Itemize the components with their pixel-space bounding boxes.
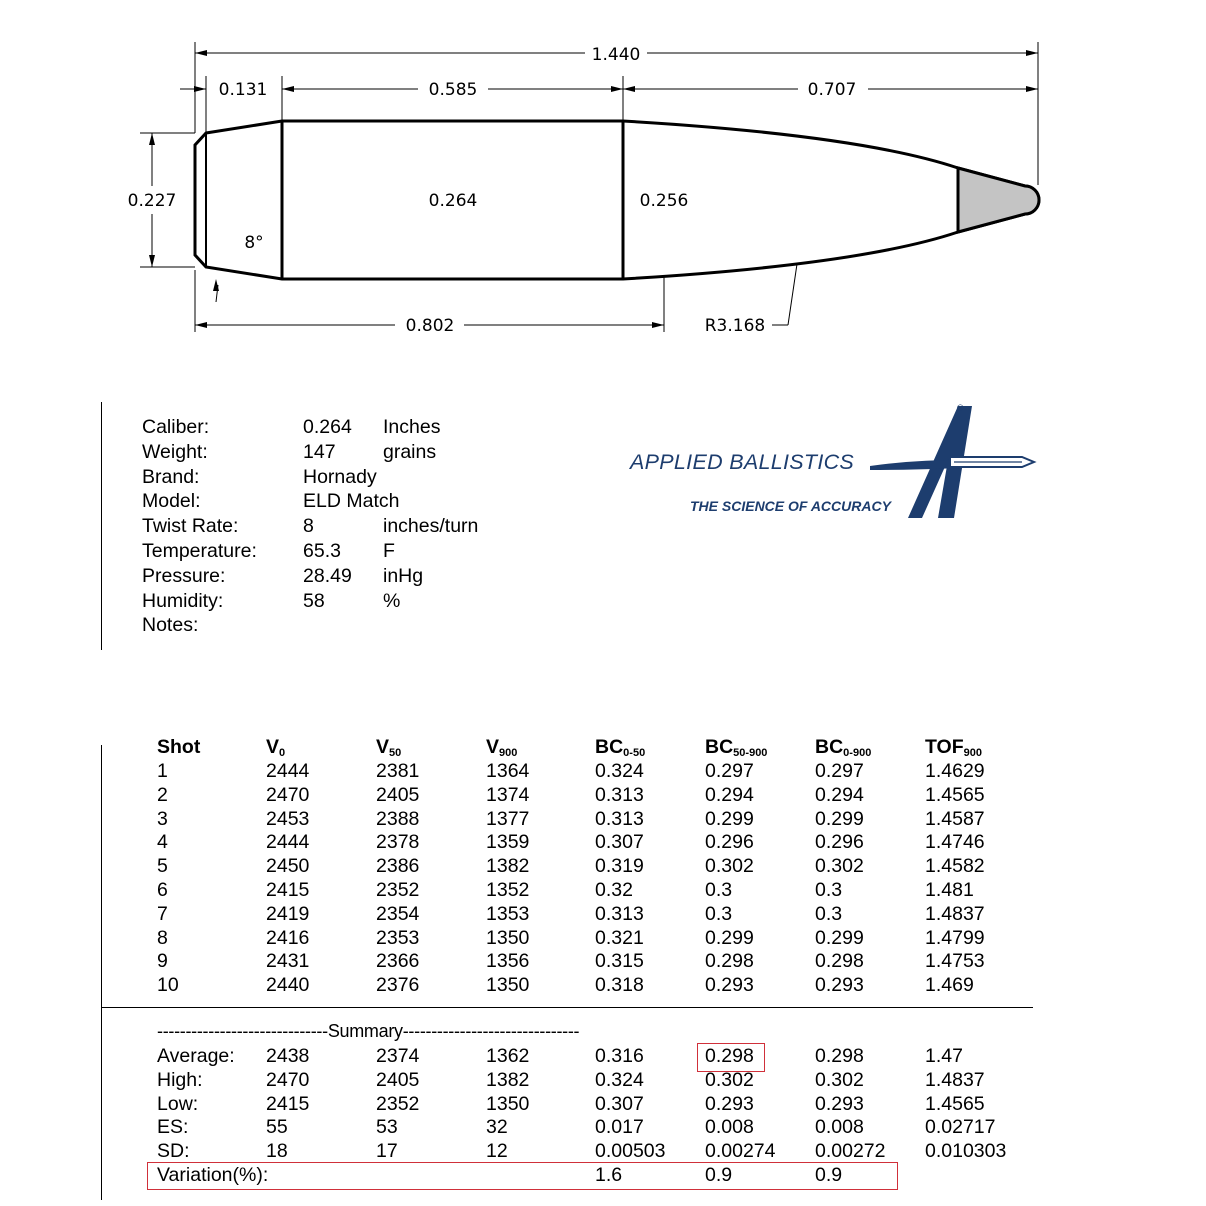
summary-label: ES:	[157, 1116, 189, 1139]
column-header	[705, 736, 767, 759]
table-cell: 1.4629	[925, 760, 985, 782]
table-cell: 0.294	[815, 783, 864, 806]
bullet-drawing	[0, 0, 1206, 360]
summary-cell: 53	[376, 1116, 398, 1139]
table-cell: 0.319	[595, 855, 644, 878]
summary-cell: 2438	[266, 1045, 310, 1067]
summary-cell: 1.4565	[925, 1092, 985, 1115]
summary-cell: 0.00274	[705, 1140, 776, 1163]
column-header	[157, 736, 200, 759]
info-unit: %	[383, 589, 401, 612]
logo-name: APPLIED BALLISTICS	[630, 450, 855, 474]
column-header	[266, 736, 285, 759]
table-cell: 5	[157, 855, 168, 878]
table-cell: 0.321	[595, 926, 644, 949]
table-cell: 0.297	[815, 760, 864, 782]
table-cell: 2388	[376, 807, 420, 830]
table-cell: 0.302	[815, 855, 864, 878]
summary-cell: 0.008	[705, 1116, 754, 1139]
header-sub: 50-900	[733, 747, 768, 759]
column-header	[925, 736, 982, 759]
info-label: Pressure:	[142, 564, 226, 587]
summary-cell: 1382	[486, 1068, 530, 1091]
info-label: Notes:	[142, 614, 199, 637]
summary-cell: 2470	[266, 1068, 310, 1091]
table-cell: 2378	[376, 831, 420, 854]
info-value: 0.264	[303, 416, 352, 438]
table-cell: 0.302	[705, 855, 754, 878]
info-unit: F	[383, 540, 395, 562]
table-cell: 0.299	[705, 926, 754, 949]
dim-overall-length: 1.440	[591, 45, 641, 65]
dim-boattail-length: 0.131	[218, 80, 268, 100]
summary-label: Variation(%):	[157, 1164, 269, 1186]
table-cell: 0.294	[705, 783, 754, 806]
summary-cell: 0.008	[815, 1116, 864, 1139]
header-main: V	[266, 736, 280, 758]
summary-cell: 0.293	[815, 1092, 864, 1115]
table-cell: 2	[157, 783, 168, 806]
summary-cell: 2374	[376, 1045, 420, 1067]
table-cell: 2376	[376, 974, 420, 997]
info-unit: inHg	[383, 564, 424, 587]
table-cell: 10	[157, 974, 179, 997]
table-cell: 1377	[486, 807, 530, 830]
summary-cell: 0.298	[815, 1045, 864, 1067]
column-header	[376, 736, 401, 759]
registered-mark: ®	[957, 403, 964, 413]
summary-cell: 1.47	[925, 1045, 963, 1067]
table-cell: 2415	[266, 879, 310, 901]
table-cell: 3	[157, 807, 168, 830]
dim-boattail-angle: 8°	[244, 233, 264, 253]
dim-ogive-length: 0.707	[807, 80, 857, 100]
table-cell: 2453	[266, 807, 310, 830]
table-cell: 6	[157, 879, 168, 901]
summary-cell: 0.324	[595, 1068, 644, 1091]
header-main: TOF	[925, 736, 964, 758]
header-sub: 50	[389, 747, 402, 759]
table-cell: 0.296	[815, 831, 864, 854]
summary-cell: 0.307	[595, 1092, 644, 1115]
summary-cell: 0.00503	[595, 1140, 666, 1163]
info-value: ELD Match	[303, 490, 400, 513]
column-header	[815, 736, 871, 759]
header-sub: 0-50	[623, 747, 646, 759]
table-cell: 2352	[376, 879, 420, 901]
table-cell: 2381	[376, 760, 420, 782]
table-cell: 1.4582	[925, 855, 985, 878]
summary-cell: 12	[486, 1140, 508, 1163]
summary-cell: 2352	[376, 1092, 420, 1115]
table-cell: 2431	[266, 950, 310, 973]
column-header	[486, 736, 517, 759]
dim-bearing-length: 0.585	[428, 80, 478, 100]
table-cell: 0.3	[815, 902, 843, 925]
table-cell: 0.293	[815, 974, 864, 997]
summary-cell: 2405	[376, 1068, 420, 1091]
table-cell: 1.4837	[925, 902, 985, 925]
table-cell: 0.299	[815, 926, 864, 949]
table-cell: 2405	[376, 783, 420, 806]
dim-ogive-radius: R3.168	[704, 316, 766, 336]
info-value: 147	[303, 440, 336, 463]
table-cell: 0.3	[705, 902, 733, 925]
summary-cell: 18	[266, 1140, 288, 1163]
table-cell: 1.4799	[925, 926, 985, 949]
table-cell: 7	[157, 902, 168, 925]
table-cell: 1.4565	[925, 783, 985, 806]
table-cell: 2419	[266, 902, 310, 925]
info-value: Hornady	[303, 465, 377, 488]
info-value: 28.49	[303, 564, 352, 587]
table-cell: 2470	[266, 783, 310, 806]
dim-base-to-ogive: 0.802	[405, 316, 455, 336]
summary-label: Average:	[157, 1045, 235, 1067]
table-cell: 0.313	[595, 807, 644, 830]
summary-label: Low:	[157, 1092, 199, 1115]
table-cell: 2386	[376, 855, 420, 878]
summary-cell: 2415	[266, 1092, 310, 1115]
table-cell: 0.307	[595, 831, 644, 854]
dim-body-diameter: 0.264	[428, 191, 478, 211]
summary-label: High:	[157, 1068, 203, 1091]
info-label: Humidity:	[142, 589, 224, 612]
table-cell: 2450	[266, 855, 310, 878]
table-cell: 1.481	[925, 879, 974, 901]
info-value: 8	[303, 515, 314, 538]
summary-title: ------------------------------Summary-------------------------------	[157, 1021, 580, 1041]
table-cell: 1382	[486, 855, 530, 878]
summary-cell: 0.9	[815, 1164, 843, 1186]
table-cell: 1364	[486, 760, 530, 782]
info-unit: Inches	[383, 416, 441, 438]
header-main: V	[376, 736, 390, 758]
table-cell: 0.297	[705, 760, 754, 782]
table-cell: 1352	[486, 879, 530, 901]
table-cell: 2416	[266, 926, 310, 949]
summary-cell: 0.010303	[925, 1140, 1007, 1163]
table-cell: 0.313	[595, 902, 644, 925]
table-cell: 9	[157, 950, 168, 973]
table-cell: 2444	[266, 831, 310, 854]
header-sub: 0	[279, 747, 286, 759]
table-cell: 2444	[266, 760, 310, 782]
table-cell: 0.318	[595, 974, 644, 997]
info-divider	[101, 402, 102, 650]
table-cell: 0.313	[595, 783, 644, 806]
table-cell: 1.4587	[925, 807, 985, 830]
summary-cell: 1362	[486, 1045, 530, 1067]
table-cell: 0.3	[705, 879, 733, 901]
summary-cell: 1.6	[595, 1164, 623, 1186]
info-label: Weight:	[142, 440, 208, 463]
summary-cell: 0.302	[705, 1068, 754, 1091]
info-value: 58	[303, 589, 325, 612]
summary-cell: 0.293	[705, 1092, 754, 1115]
table-cell: 1353	[486, 902, 530, 925]
info-value: 65.3	[303, 540, 341, 562]
summary-cell: 1.4837	[925, 1068, 985, 1091]
table-cell: 2354	[376, 902, 420, 925]
summary-cell: 0.00272	[815, 1140, 886, 1163]
info-label: Twist Rate:	[142, 515, 239, 538]
table-cell: 2353	[376, 926, 420, 949]
summary-cell: 0.9	[705, 1164, 733, 1186]
summary-cell: 0.02717	[925, 1116, 996, 1139]
summary-cell: 32	[486, 1116, 508, 1139]
header-sub: 900	[963, 747, 982, 759]
table-cell: 0.298	[815, 950, 864, 973]
table-cell: 2440	[266, 974, 310, 997]
summary-label: SD:	[157, 1140, 190, 1163]
table-cell: 0.315	[595, 950, 644, 973]
header-sub: 0-900	[843, 747, 872, 759]
table-cell: 0.296	[705, 831, 754, 854]
summary-cell: 1350	[486, 1092, 530, 1115]
info-label: Brand:	[142, 465, 200, 488]
table-cell: 8	[157, 926, 168, 949]
dim-base-diameter: 0.227	[127, 191, 177, 211]
info-unit: grains	[383, 440, 437, 463]
table-cell: 0.298	[705, 950, 754, 973]
table-cell: 1.469	[925, 974, 974, 997]
table-cell: 4	[157, 831, 168, 854]
table-cell: 1350	[486, 974, 530, 997]
column-header	[595, 736, 645, 759]
header-main: BC	[705, 736, 734, 758]
header-main: BC	[815, 736, 844, 758]
info-label: Caliber:	[142, 416, 210, 438]
summary-cell: 0.302	[815, 1068, 864, 1091]
table-cell: 0.299	[705, 807, 754, 830]
summary-cell: 0.316	[595, 1045, 644, 1067]
table-cell: 0.3	[815, 879, 843, 901]
header-sub: 900	[499, 747, 518, 759]
table-cell: 0.293	[705, 974, 754, 997]
header-main: V	[486, 736, 500, 758]
summary-cell: 0.017	[595, 1116, 644, 1139]
info-unit: inches/turn	[383, 515, 479, 538]
table-cell: 0.32	[595, 879, 633, 901]
header-main: BC	[595, 736, 624, 758]
table-separator	[101, 1007, 1033, 1008]
average-bc-highlight	[697, 1043, 765, 1072]
table-cell: 0.324	[595, 760, 644, 782]
summary-cell: 17	[376, 1140, 398, 1163]
logo-tagline: THE SCIENCE OF ACCURACY	[690, 498, 891, 514]
table-cell: 1.4753	[925, 950, 985, 973]
info-label: Model:	[142, 490, 201, 513]
table-cell: 1.4746	[925, 831, 985, 854]
table-cell: 0.299	[815, 807, 864, 830]
info-label: Temperature:	[142, 540, 257, 562]
summary-cell: 55	[266, 1116, 288, 1139]
table-cell: 1350	[486, 926, 530, 949]
table-cell: 1356	[486, 950, 530, 973]
dim-ogive-diameter: 0.256	[639, 191, 689, 211]
table-cell: 1374	[486, 783, 530, 806]
summary-cell: 0.298	[705, 1045, 754, 1067]
table-cell: 2366	[376, 950, 420, 973]
table-cell: 1	[157, 760, 168, 782]
header-main: Shot	[157, 736, 201, 758]
variation-highlight	[147, 1162, 898, 1190]
table-left-border	[101, 745, 102, 1200]
table-cell: 1359	[486, 831, 530, 854]
